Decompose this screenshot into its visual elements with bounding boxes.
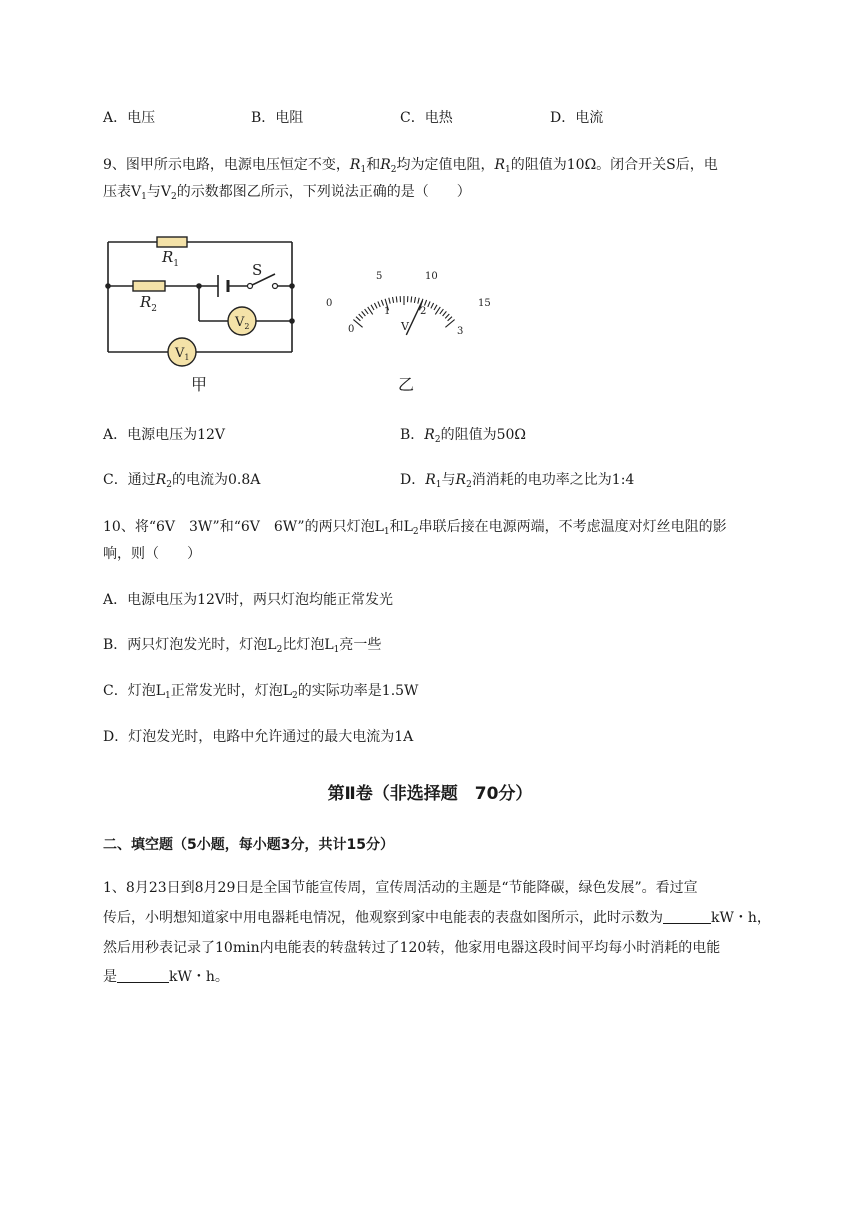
q10-option-c: C．灯泡$L_1$正常发光时，灯泡$L_2$的实际功率是1.5W	[103, 683, 419, 701]
dial-tick	[440, 309, 444, 314]
q9-option-d: D．$R_1$与$R_2$消消耗的电功率之比为1:4	[400, 472, 635, 490]
dial-tick	[359, 314, 363, 318]
switch-label: S	[252, 261, 263, 279]
dial-tick	[414, 297, 415, 303]
dial-tick	[356, 317, 360, 321]
fill1-line3: 然后用秒表记录了10min内电能表的转盘转过了120转，他家用电器这段时间平均每小时消耗的电能	[103, 940, 721, 956]
dial-tick	[411, 296, 412, 302]
resistor-r2	[133, 281, 165, 291]
dial-unit: V	[401, 320, 409, 333]
q10-option-a: A．电源电压为12V时，两只灯泡均能正常发光	[103, 592, 394, 608]
dial-tick	[378, 301, 380, 307]
fill1-line1: 1、8月23日到8月29日是全国节能宣传周，宣传周活动的主题是“节能降碳，绿色发展”。看过宣	[103, 880, 698, 896]
dial-tick	[365, 309, 369, 314]
caption-yi: 乙	[398, 375, 415, 394]
circuit-diagram	[100, 230, 300, 395]
dial-tick	[431, 303, 434, 308]
q8-option-a: A．电压	[103, 110, 156, 126]
q9-stem-line2: 压表$V_1$与$V_2$的示数都图乙所示，下列说法正确的是（ ）	[103, 184, 471, 202]
dial-tick	[396, 296, 397, 302]
q9-option-c: C．通过$R_2$的电流为0.8A	[103, 472, 261, 490]
dial-tick	[445, 314, 449, 318]
dial-bottom-label-3: 3	[457, 326, 464, 337]
fill1-line2: 传后，小明想知道家中用电器耗电情况，他观察到家中电能表的表盘如图所示，此时示数为 kW・h，	[103, 910, 771, 926]
dial-top-label-0: 0	[326, 298, 333, 309]
dial-top-label-15: 15	[478, 298, 491, 309]
dial-tick	[381, 300, 383, 306]
dial-top-label-10: 10	[425, 271, 438, 282]
dial-tick	[418, 298, 419, 304]
section-heading: 二、填空题（5小题，每小题3分，共计15分）	[103, 837, 394, 853]
dial-tick	[393, 297, 394, 303]
svg-text:R2: $R_2$	[140, 293, 158, 314]
q10-stem-line1: 10、将“6V 3W”和“6V 6W”的两只灯泡$L_1$和$L_2$串联后接在电源两端，不考虑温度对灯丝电阻的影	[103, 519, 727, 537]
dial-tick	[425, 300, 427, 306]
q8-option-b: B．电阻	[251, 110, 304, 126]
svg-text:V2: $V_2$	[235, 315, 250, 331]
q8-option-d: D．电流	[550, 110, 604, 126]
dial-tick	[353, 320, 362, 328]
dial-tick	[389, 298, 390, 304]
dial-bottom-label-1: 1	[384, 306, 391, 317]
svg-text:V1: $V_1$	[175, 346, 190, 362]
resistor-r1	[157, 237, 187, 247]
answer-blank-2[interactable]	[117, 968, 169, 983]
dial-tick	[362, 311, 366, 316]
dial-tick	[434, 305, 437, 310]
dial-tick	[443, 311, 447, 316]
dial-needle	[406, 301, 422, 335]
q8-option-c: C．电热	[400, 110, 453, 126]
q10-stem-line2: 响，则（ ）	[103, 546, 201, 562]
dial-tick	[371, 305, 374, 310]
q9-stem-line1: 9、图甲所示电路，电源电压恒定不变，$R_1$和$R_2$均为定值电阻，$R_1$的阻值为10Ω。闭合开关S后，电	[103, 157, 718, 175]
dial-bottom-label-0: 0	[348, 324, 355, 335]
answer-blank-1[interactable]	[663, 909, 711, 924]
dial-top-label-5: 5	[376, 271, 383, 282]
q9-option-b: B．$R_2$的阻值为50Ω	[400, 427, 526, 445]
dial-tick	[445, 320, 454, 328]
q10-option-d: D．灯泡发光时，电路中允许通过的最大电流为1A	[103, 729, 414, 745]
part2-title: 第Ⅱ卷（非选择题 70分）	[327, 784, 533, 804]
dial-bottom-label-2: 2	[420, 306, 427, 317]
dial-tick	[435, 307, 440, 315]
dial-tick	[374, 303, 377, 308]
q10-option-b: B．两只灯泡发光时，灯泡$L_2$比灯泡$L_1$亮一些	[103, 637, 382, 655]
dial-tick	[428, 301, 430, 307]
q9-option-a: A．电源电压为12V	[103, 427, 226, 443]
dial-tick	[368, 307, 373, 315]
fill1-line4: 是 kW・h。	[103, 969, 229, 985]
dial-tick	[448, 317, 452, 321]
svg-text:R1: $R_1$	[162, 248, 180, 269]
caption-jia: 甲	[191, 375, 208, 394]
voltmeter-dial	[320, 262, 500, 342]
